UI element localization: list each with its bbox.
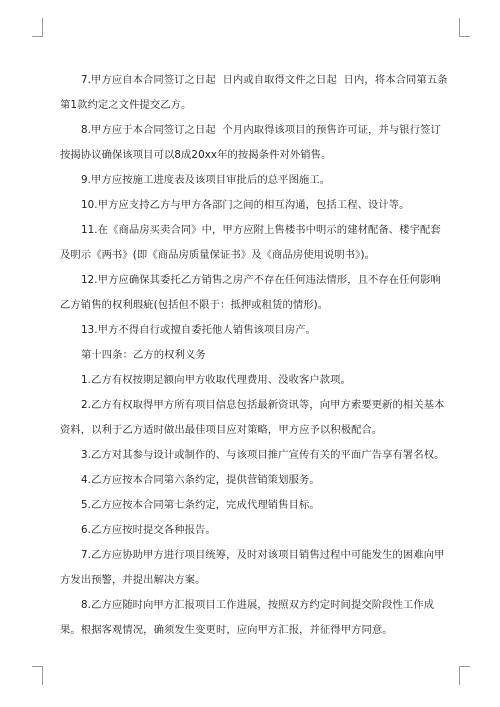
crop-mark-bottom-left xyxy=(32,666,43,685)
paragraph-a11: 11.在《商品房买卖合同》中，甲方应附上售楼书中明示的建材配备、楼宇配套及明示《两书》(即《商品房质量保证书》及《商品房使用说明书》)。 xyxy=(60,224,441,261)
paragraph-a7: 7.甲方应自本合同签订之日起 日内或自取得文件之日起 日内，将本合同第五条第1款约定之文件提交乙方。 xyxy=(60,74,448,111)
paragraph-b4: 4.乙方应按本合同第六条约定，提供营销策划服务。 xyxy=(81,474,320,486)
crop-mark-bottom-right xyxy=(459,666,470,685)
paragraph-b7: 7.乙方应协助甲方进行项目统筹，及时对该项目销售过程中可能发生的困难向甲方发出预警，并提出解决方案。 xyxy=(60,549,445,586)
document-body xyxy=(60,68,450,643)
paragraph-a9: 9.甲方应按施工进度表及该项目审批后的总平图施工。 xyxy=(81,174,331,186)
paragraph-a12: 12.甲方应确保其委托乙方销售之房产不存在任何违法情形，且不存在任何影响乙方销售的权利瑕疵(包括但不限于：抵押或租赁的情形)。 xyxy=(60,274,441,311)
paragraph-a8: 8.甲方应于本合同签订之日起 个月内取得该项目的预售许可证，并与银行签订按揭协议确保该项目可以8成20xx年的按揭条件对外销售。 xyxy=(60,124,441,161)
crop-mark-top-left xyxy=(32,18,43,37)
paragraph-a10: 10.甲方应支持乙方与甲方各部门之间的相互沟通，包括工程、设计等。 xyxy=(81,199,410,211)
section-heading: 第十四条：乙方的权利义务 xyxy=(81,349,206,361)
crop-mark-top-right xyxy=(459,18,470,37)
paragraph-b3: 3.乙方对其参与设计或制作的、与该项目推广宣传有关的平面广告享有署名权。 xyxy=(81,449,445,461)
paragraph-b5: 5.乙方应按本合同第七条约定，完成代理销售目标。 xyxy=(81,499,320,511)
paragraph-b6: 6.乙方应按时提交各种报告。 xyxy=(81,524,216,536)
paragraph-a13: 13.甲方不得自行或擅自委托他人销售该项目房产。 xyxy=(81,324,317,336)
paragraph-b8: 8.乙方应随时向甲方汇报项目工作进展，按照双方约定时间提交阶段性工作成果。根据客观情况，确须发生变更时，应向甲方汇报，并征得甲方同意。 xyxy=(60,599,435,636)
paragraph-b2: 2.乙方有权取得甲方所有项目信息包括最新资讯等，向甲方索要更新的相关基本资料，以利于乙方适时做出最佳项目应对策略，甲方应予以积极配合。 xyxy=(60,399,445,436)
paragraph-b1: 1.乙方有权按期足额向甲方收取代理费用、没收客户款项。 xyxy=(81,374,351,386)
